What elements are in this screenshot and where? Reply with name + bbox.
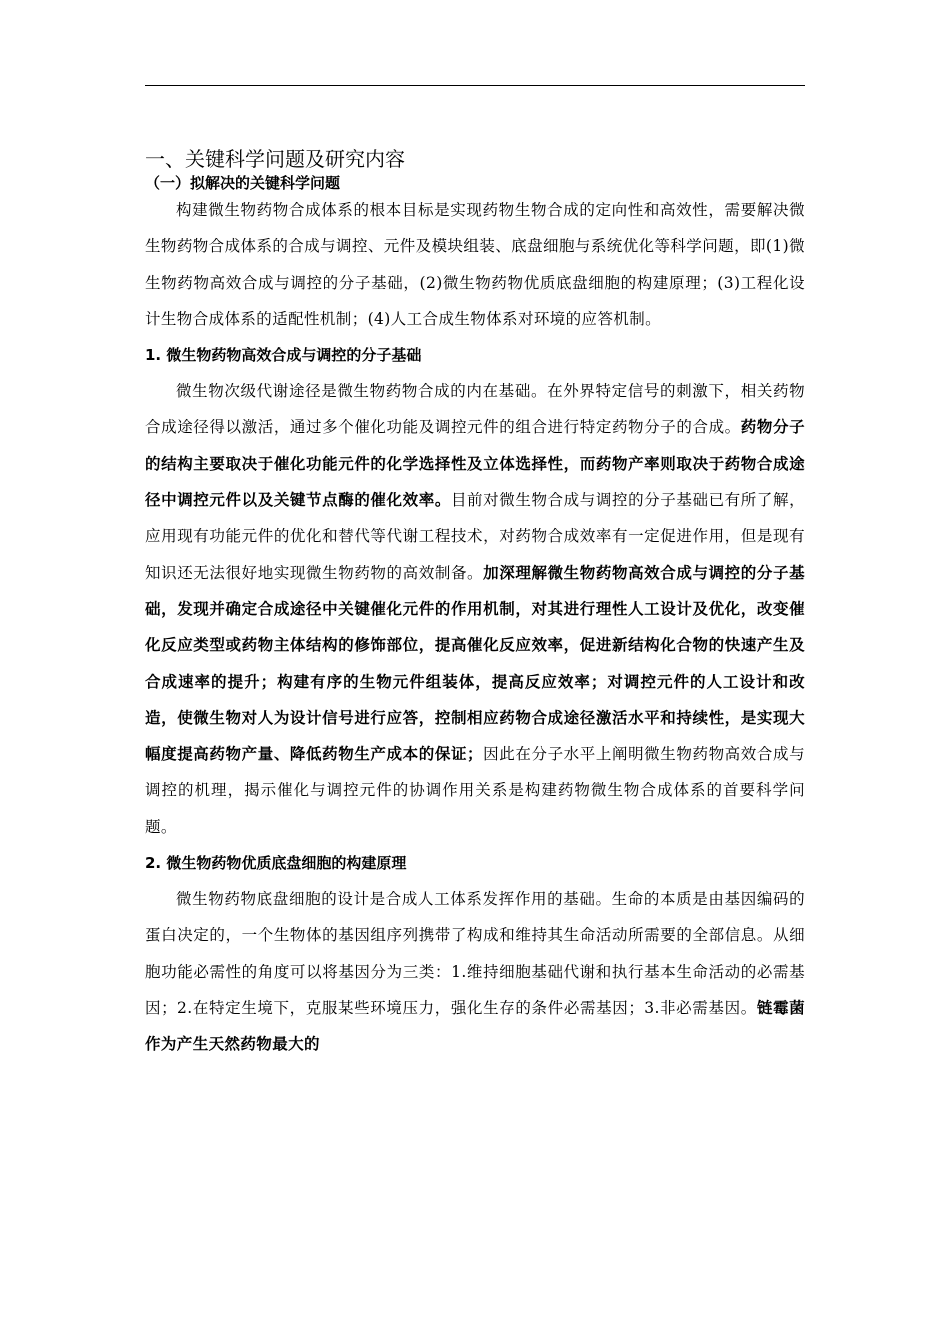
topic-1-text-3: 因此在分子水平上阐明微生物药物高效合成与调控的机理，揭示催化与调控元件的协调作用关系是构建药物微生物合成体系的首要科学问题。	[145, 745, 805, 836]
topic-2-text-1: 微生物药物底盘细胞的设计是合成人工体系发挥作用的基础。生命的本质是由基因编码的蛋白决定的，一个生物体的基因组序列携带了构成和维持其生命活动所需要的全部信息。从细胞功能必需性的角度可以将基因分为三类：1.维持细胞基础代谢和执行基本生命活动的必需基因；2.在特定生境下，克服某些环境压力，强化生存的条件必需基因；3.非必需基因。	[145, 890, 805, 1017]
topic-2-paragraph	[145, 881, 805, 1062]
header-rule	[145, 85, 805, 86]
topic-1-paragraph	[145, 373, 805, 845]
document-body	[145, 146, 805, 1063]
topic-1-bold-1: 药物分子的结构主要取决于催化功能元件的化学选择性及立体选择性，而药物产率则取决于药物合成途径中调控元件以及关键节点酶的催化效率。	[145, 418, 805, 510]
topic-1-text-1: 微生物次级代谢途径是微生物药物合成的内在基础。在外界特定信号的刺激下，相关药物合成途径得以激活，通过多个催化功能及调控元件的组合进行特定药物分子的合成。	[145, 382, 805, 437]
section-title: 一、关键科学问题及研究内容	[145, 147, 405, 171]
topic-2-bold-1: 链霉菌作为产生天然药物最大的	[145, 998, 805, 1054]
topic-2-heading: 2. 微生物药物优质底盘细胞的构建原理	[145, 854, 407, 873]
topic-1-text-2: 目前对微生物合成与调控的分子基础已有所了解，应用现有功能元件的优化和替代等代谢工程技术，对药物合成效率有一定促进作用，但是现有知识还无法很好地实现微生物药物的高效制备。	[145, 491, 805, 582]
topic-1-bold-2: 加深理解微生物药物高效合成与调控的分子基础，发现并确定合成途径中关键催化元件的作用机制，对其进行理性人工设计及优化，改变催化反应类型或药物主体结构的修饰部位，提高催化反应效率，促进新结构化合物的快速产生及合成速率的提升；构建有序的生物元件组装体，提高反应效率；对调控元件的人工设计和改造，使微生物对人为设计信号进行应答，控制相应药物合成途径激活水平和持续性，是实现大幅度提高药物产量、降低药物生产成本的保证；	[145, 563, 805, 764]
subsection-title: （一）拟解决的关键科学问题	[145, 174, 341, 192]
topic-1-heading: 1. 微生物药物高效合成与调控的分子基础	[145, 346, 422, 365]
intro-paragraph: 构建微生物药物合成体系的根本目标是实现药物生物合成的定向性和高效性，需要解决微生物药物合成体系的合成与调控、元件及模块组装、底盘细胞与系统优化等科学问题，即(1)微生物药物高效合成与调控的分子基础，(2)微生物药物优质底盘细胞的构建原理；(3)工程化设计生物合成体系的适配性机制；(4)人工合成生物体系对环境的应答机制。	[145, 201, 805, 328]
